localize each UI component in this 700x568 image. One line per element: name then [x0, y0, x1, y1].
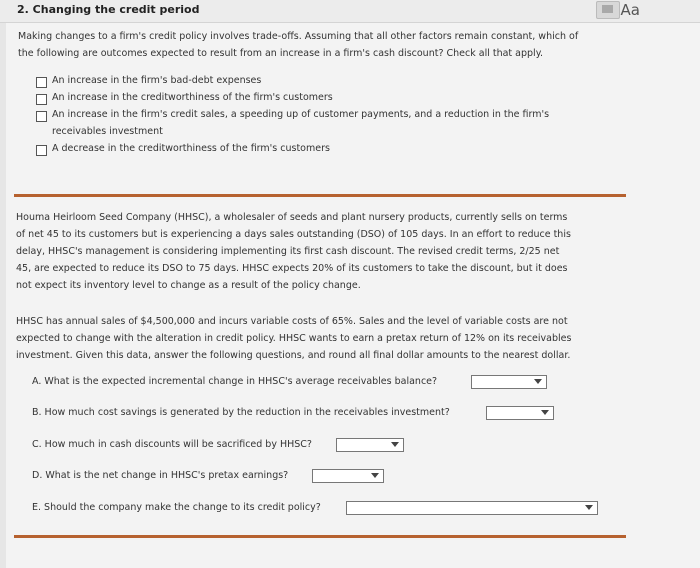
question-b-dropdown[interactable]	[486, 406, 554, 420]
question-d-label: D. What is the net change in HHSC's pretax earnings?	[32, 470, 289, 481]
chevron-down-icon	[534, 379, 542, 384]
section-divider-bottom	[14, 535, 626, 538]
chevron-down-icon	[391, 442, 399, 447]
left-edge	[0, 22, 6, 568]
details-line: HHSC has annual sales of $4,500,000 and incurs variable costs of 65%. Sales and the level of variable costs are not	[16, 316, 568, 327]
scenario-paragraph	[16, 209, 636, 294]
question-d-dropdown[interactable]	[312, 469, 384, 483]
question-e-dropdown[interactable]	[346, 501, 598, 515]
option-2-label: An increase in the creditworthiness of the firm's customers	[52, 92, 333, 103]
question-1-prompt-line1: Making changes to a firm's credit policy involves trade-offs. Assuming that all other factors remain constant, which of	[18, 31, 579, 42]
option-3-checkbox[interactable]	[36, 111, 47, 122]
chevron-down-icon	[371, 473, 379, 478]
chevron-down-icon	[541, 410, 549, 415]
question-1-prompt	[18, 28, 628, 62]
scenario-line: not expect its inventory level to change as a result of the policy change.	[16, 280, 361, 291]
option-3-label-cont: receivables investment	[52, 126, 163, 137]
question-c-dropdown[interactable]	[336, 438, 404, 452]
scenario-line: of net 45 to its customers but is experiencing a days sales outstanding (DSO) of 105 days. In an effort to reduce this	[16, 229, 571, 240]
option-1-label: An increase in the firm's bad-debt expenses	[52, 75, 262, 86]
scenario-line: 45, are expected to reduce its DSO to 75 days. HHSC expects 20% of its customers to take the discount, but it does	[16, 263, 568, 274]
details-paragraph	[16, 313, 636, 364]
option-1-checkbox[interactable]	[36, 77, 47, 88]
section-title: 2. Changing the credit period	[17, 3, 200, 16]
question-a-label: A. What is the expected incremental change in HHSC's average receivables balance?	[32, 376, 438, 387]
section-divider-top	[14, 194, 626, 197]
option-4-checkbox[interactable]	[36, 145, 47, 156]
increase-font-button[interactable]: Aa	[620, 1, 640, 19]
question-1-prompt-line2: the following are outcomes expected to result from an increase in a firm's cash discount? Check all that apply.	[18, 48, 543, 59]
print-icon[interactable]	[596, 1, 620, 19]
question-b-label: B. How much cost savings is generated by the reduction in the receivables investment?	[32, 407, 450, 418]
details-line: investment. Given this data, answer the following questions, and round all final dollar amounts to the nearest dollar.	[16, 350, 571, 361]
scenario-line: delay, HHSC's management is considering implementing its first cash discount. The revised credit terms, 2/25 net	[16, 246, 560, 257]
option-3-label: An increase in the firm's credit sales, a speeding up of customer payments, and a reduction in the firm's	[52, 109, 550, 120]
details-line: expected to change with the alteration in credit policy. HHSC wants to earn a pretax return of 12% on its receivables	[16, 333, 572, 344]
section-header	[0, 0, 700, 23]
scenario-line: Houma Heirloom Seed Company (HHSC), a wholesaler of seeds and plant nursery products, currently sells on terms	[16, 212, 568, 223]
option-4-label: A decrease in the creditworthiness of the firm's customers	[52, 143, 330, 154]
question-e-label: E. Should the company make the change to its credit policy?	[32, 502, 321, 513]
question-c-label: C. How much in cash discounts will be sacrificed by HHSC?	[32, 439, 312, 450]
print-icon-glyph	[602, 5, 613, 13]
option-2-checkbox[interactable]	[36, 94, 47, 105]
chevron-down-icon	[585, 505, 593, 510]
question-a-dropdown[interactable]	[471, 375, 547, 389]
